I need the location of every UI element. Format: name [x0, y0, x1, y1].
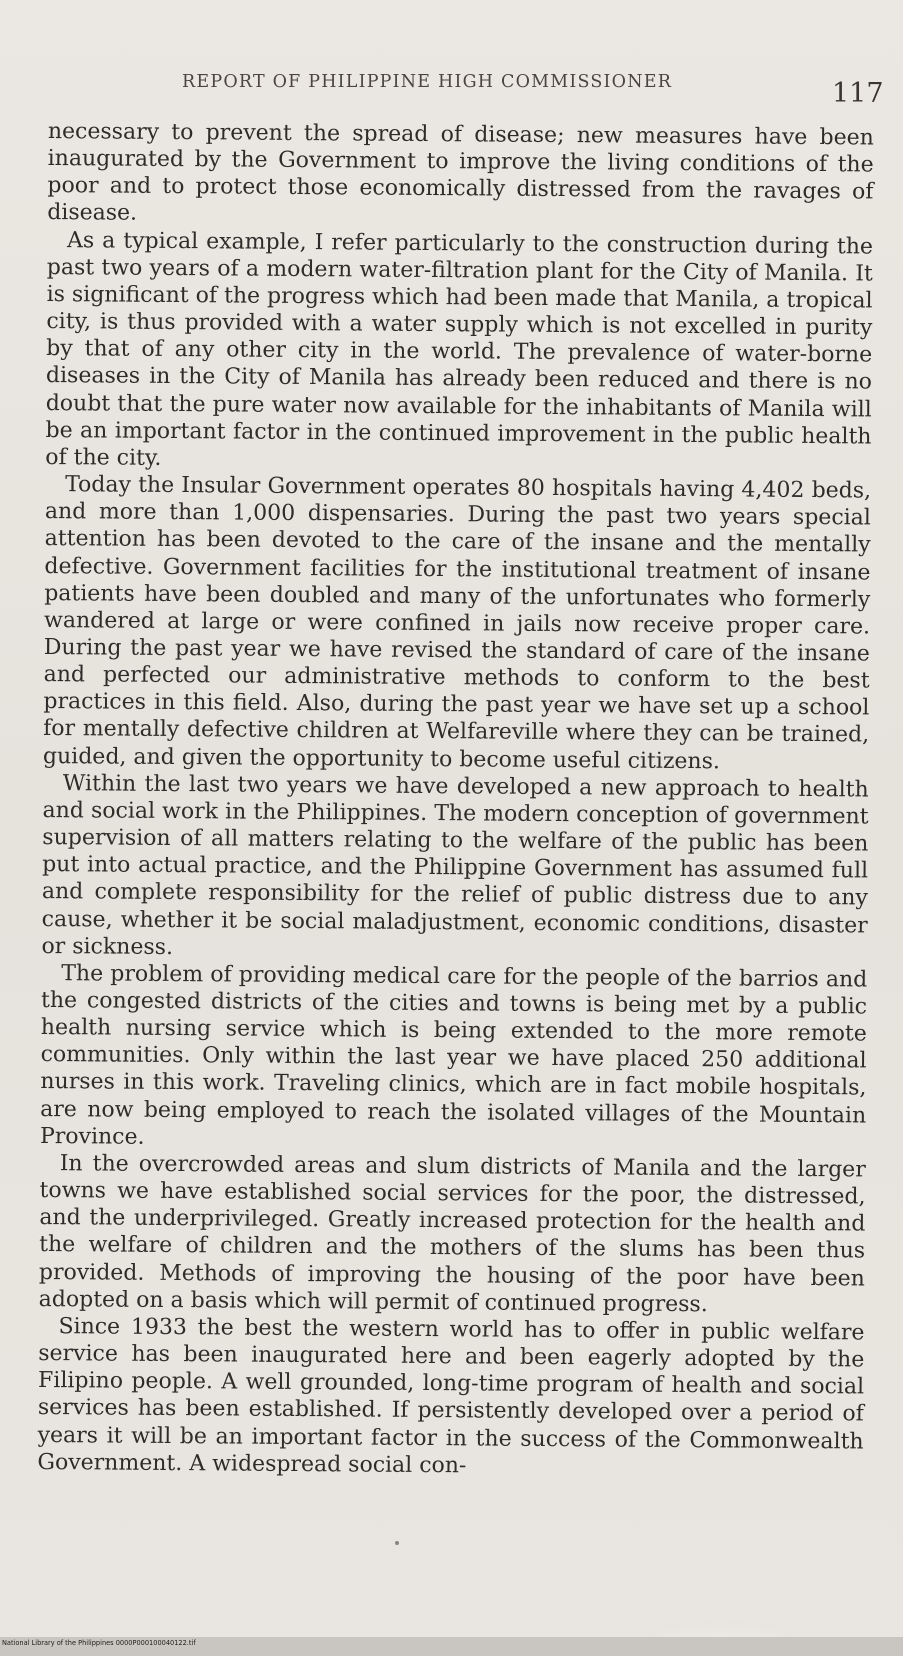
paragraph-3: Today the Insular Government operates 80 hospitals having 4,402 beds, and more than 1,000 dispensaries. During the past two years special attention has been devoted to the care of the insane and the mentally defective. Government facilities for the institutional treatment of insane patients have been doubled and many of the unfortunates who formerly wandered at large or were confined in jails now receive proper care. During the past year we have revised the standard of care of the insane and perfected our administrative methods to conform to the best practices in this field. Also, during the past year we have set up a school for mentally defective children at Welfareville where they can be trained, guided, and given the opportunity to become useful citizens. — [42, 472, 872, 774]
page-header — [0, 72, 903, 112]
paragraph-7: Since 1933 the best the western world has to offer in public welfare service has been inaugurated here and been eagerly adopted by the Filipino people. A well grounded, long-time program of health and social services has been established. If persistently developed over a period of years it will be an important factor in the success of the Commonwealth Government. A widespread social con- — [37, 1313, 865, 1478]
scan-credit: National Library of the Philippines 0000P000100040122.tif — [2, 1639, 196, 1647]
printer-mark-dot — [395, 1541, 399, 1545]
paragraph-2: As a typical example, I refer particularly to the construction during the past two years of a modern water-filtration plant for the City of Manila. It is significant of the progress which had been made that Manila, a tropical city, is thus provided with a water supply which is not excelled in purity by that of any other city in the world. The prevalence of water-borne diseases in the City of Manila has already been reduced and there is no doubt that the pure water now available for the inhabitants of Manila will be an important factor in the continued improvement in the public health of the city. — [45, 227, 874, 471]
paragraph-1: necessary to prevent the spread of disease; new measures have been inaugurated by the Government to improve the living conditions of the poor and to protect those economically distressed from the ravages of disease. — [47, 118, 874, 227]
paragraph-6: In the overcrowded areas and slum districts of Manila and the larger towns we have established social services for the poor, the distressed, and the underprivileged. Greatly increased protection for the health and the welfare of children and the mothers of the slums has been thus provided. Methods of improving the housing of the poor have been adopted on a basis which will permit of continued progress. — [38, 1151, 866, 1317]
paragraph-5: The problem of providing medical care for the people of the barrios and the congested districts of the cities and towns is being met by a public health nursing service which is being extended to the more remote communities. Only within the last year we have placed 250 additional nurses in this work. Traveling clinics, which are in fact mobile hospitals, are now being employed to reach the isolated villages of the Mountain Province. — [39, 960, 868, 1150]
page-number: 117 — [832, 78, 884, 109]
body-text — [37, 118, 874, 1482]
running-head: REPORT OF PHILIPPINE HIGH COMMISSIONER — [182, 72, 673, 92]
scan-footer — [0, 1637, 903, 1656]
paragraph-4: Within the last two years we have developed a new approach to health and social work in the Philippines. The modern conception of government supervision of all matters relating to the welfare of the public has been put into actual practice, and the Philippine Government has assumed full and complete responsibility for the relief of public distress due to any cause, whether it be social maladjustment, economic conditions, disaster or sickness. — [41, 770, 869, 960]
